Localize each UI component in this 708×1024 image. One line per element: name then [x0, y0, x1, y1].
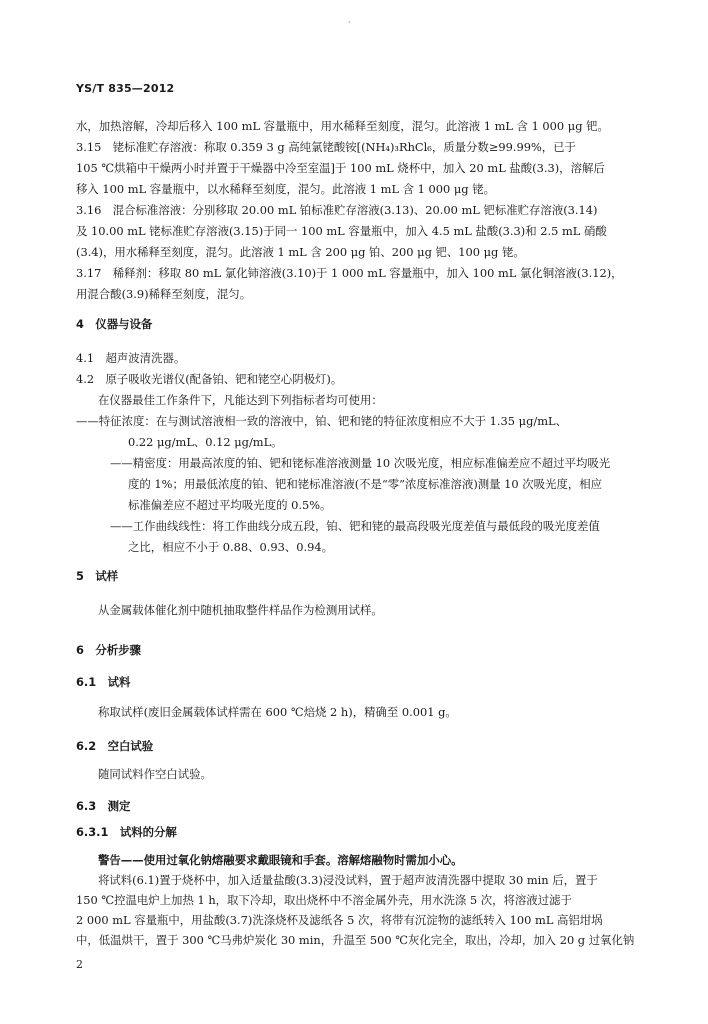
paragraph-line: 2 000 mL 容量瓶中，用盐酸(3.7)洗涤烧杯及滤纸各 5 次，将带有沉淀物的滤纸转入 100 mL 高铝坩埚	[76, 913, 603, 927]
paragraph-line: 105 ℃烘箱中干燥两小时并置于干燥器中冷至室温]于 100 mL 烧杯中，加入 20 mL 盐酸(3.3)，溶解后	[76, 161, 605, 175]
page-number: 2	[76, 958, 83, 971]
section-6-heading: 6 分析步骤	[76, 643, 141, 657]
list-item-characteristic-concentration: ——特征浓度：在与测试溶液相一致的溶液中，铂、钯和铑的特征浓度相应不大于 1.35 μg/mL、	[76, 414, 567, 428]
paragraph-line: 0.22 μg/mL、0.12 μg/mL。	[128, 435, 283, 449]
paragraph-line: 用混合酸(3.9)稀释至刻度，混匀。	[76, 287, 252, 301]
paragraph-line: 中，低温烘干，置于 300 ℃马弗炉炭化 30 min，升温至 500 ℃灰化完全，取出，冷却，加入 20 g 过氧化钠	[76, 933, 635, 947]
list-item-precision: ——精密度：用最高浓度的铂、钯和铑标准溶液测量 10 次吸光度，相应标准偏差应不超过平均吸光	[110, 456, 611, 470]
paragraph-line: 标准偏差应不超过平均吸光度的 0.5%。	[128, 498, 332, 512]
paragraph-line: 移入 100 mL 容量瓶中，以水稀释至刻度，混匀。此溶液 1 mL 含 1 000 μg 铑。	[76, 182, 495, 196]
clause-3-17: 3.17 稀释剂：移取 80 mL 氯化铈溶液(3.10)于 1 000 mL 容量瓶中，加入 100 mL 氯化铜溶液(3.12)，	[76, 266, 623, 280]
section-6-1-heading: 6.1 试料	[76, 675, 131, 689]
paragraph-line: 在仪器最佳工作条件下，凡能达到下列指标者均可使用：	[98, 393, 383, 407]
standard-code-header: YS/T 835—2012	[76, 82, 175, 95]
list-item-linearity: ——工作曲线线性：将工作曲线分成五段，铂、钯和铑的最高段吸光度差值与最低段的吸光度差值	[110, 519, 600, 533]
paragraph-line: 随同试料作空白试验。	[98, 767, 212, 781]
paragraph-line: 水，加热溶解，冷却后移入 100 mL 容量瓶中，用水稀释至刻度，混匀。此溶液 1 mL 含 1 000 μg 钯。	[76, 119, 609, 133]
section-6-3-heading: 6.3 测定	[76, 799, 131, 813]
paragraph-line: 及 10.00 mL 铑标准贮存溶液(3.15)于同一 100 mL 容量瓶中，加入 4.5 mL 盐酸(3.3)和 2.5 mL 硝酸	[76, 224, 607, 238]
clause-4-2: 4.2 原子吸收光谱仪(配备铂、钯和铑空心阴极灯)。	[76, 372, 343, 386]
paragraph-line: 150 ℃控温电炉上加热 1 h，取下冷却，取出烧杯中不溶金属外壳，用水洗涤 5 次，将溶液过滤于	[76, 893, 572, 907]
warning-line: 警告——使用过氧化钠熔融要求戴眼镜和手套。溶解熔融物时需加小心。	[98, 853, 463, 867]
paragraph-line: (3.4)，用水稀释至刻度，混匀。此溶液 1 mL 含 200 μg 铂、200 μg 钯、100 μg 铑。	[76, 245, 525, 259]
paragraph-line: 从金属载体催化剂中随机抽取整件样品作为检测用试样。	[98, 603, 383, 617]
section-4-heading: 4 仪器与设备	[76, 317, 153, 331]
top-mark: ·	[348, 18, 351, 27]
clause-3-15: 3.15 铑标准贮存溶液：称取 0.359 3 g 高纯氯铑酸铵[(NH₄)₃RhCl₆，质量分数≥99.99%，已于	[76, 140, 576, 154]
paragraph-line: 之比，相应不小于 0.88、0.93、0.94。	[128, 540, 334, 554]
section-6-2-heading: 6.2 空白试验	[76, 739, 154, 753]
clause-3-16: 3.16 混合标准溶液：分别移取 20.00 mL 铂标准贮存溶液(3.13)、20.00 mL 钯标准贮存溶液(3.14)	[76, 203, 598, 217]
section-5-heading: 5 试样	[76, 569, 119, 583]
paragraph-line: 度的 1%；用最低浓度的铂、钯和铑标准溶液(不是“零”浓度标准溶液)测量 10 次吸光度，相应	[128, 477, 603, 491]
paragraph-line: 将试料(6.1)置于烧杯中，加入适量盐酸(3.3)浸没试料，置于超声波清洗器中提取 30 min 后，置于	[98, 873, 598, 887]
clause-4-1: 4.1 超声波清洗器。	[76, 351, 186, 365]
section-6-3-1-heading: 6.3.1 试料的分解	[76, 825, 177, 839]
paragraph-line: 称取试样(废旧金属载体试样需在 600 ℃焙烧 2 h)，精确至 0.001 g。	[98, 705, 457, 719]
